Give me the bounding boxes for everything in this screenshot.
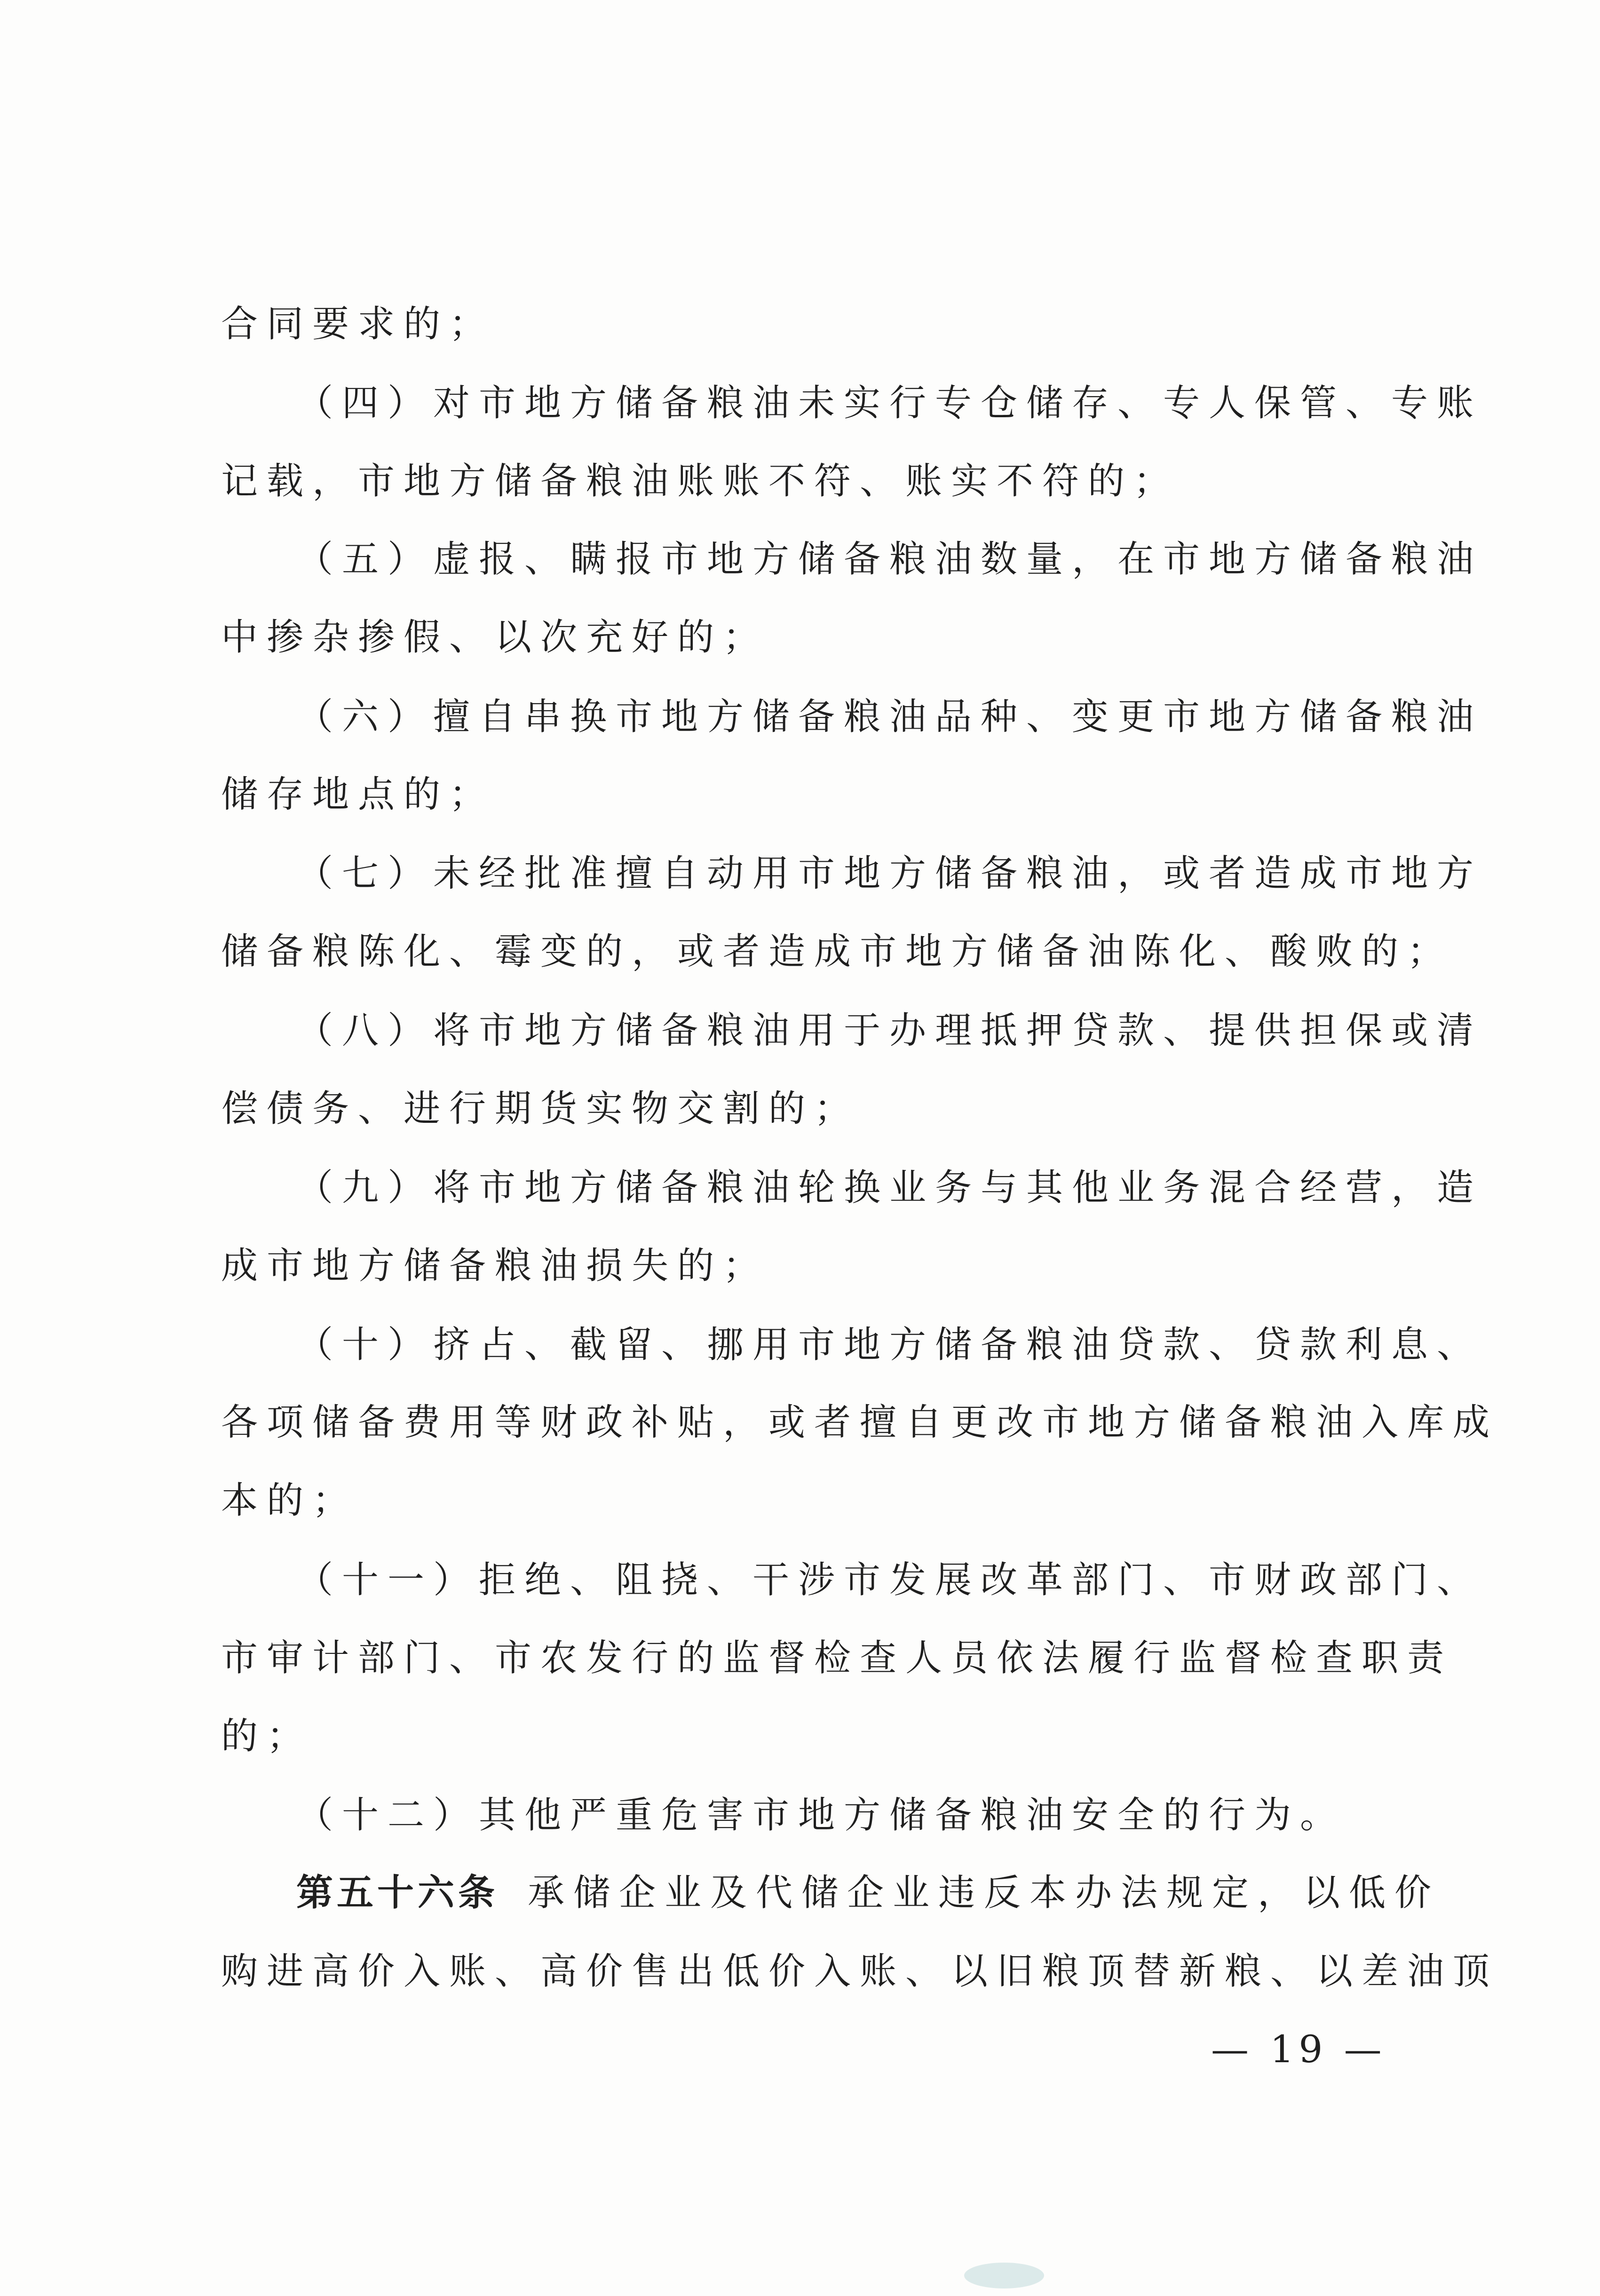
item-11-line-1: （十一）拒绝、阻挠、干涉市发展改革部门、市财政部门、	[296, 1559, 1483, 1601]
item-9-line-2: 成市地方储备粮油损失的；	[221, 1245, 769, 1287]
item-11-line-3: 的；	[221, 1715, 313, 1757]
item-8-line-2: 偿债务、进行期货实物交割的；	[221, 1088, 860, 1130]
item-7-line-1: （七）未经批准擅自动用市地方储备粮油，或者造成市地方	[296, 852, 1483, 895]
item-4-line-1: （四）对市地方储备粮油未实行专仓储存、专人保管、专账	[296, 382, 1483, 424]
item-6-line-1: （六）擅自串换市地方储备粮油品种、变更市地方储备粮油	[296, 696, 1483, 738]
item-11-line-2: 市审计部门、市农发行的监督检查人员依法履行监督检查职责	[221, 1637, 1453, 1679]
item-9-line-1: （九）将市地方储备粮油轮换业务与其他业务混合经营，造	[296, 1167, 1483, 1209]
article-label: 第五十六条	[296, 1872, 499, 1914]
article-text: 承储企业及代储企业违反本办法规定，以低价	[528, 1872, 1441, 1914]
item-6-line-2: 储存地点的；	[221, 773, 495, 816]
item-10-line-1: （十）挤占、截留、挪用市地方储备粮油贷款、贷款利息、	[296, 1324, 1483, 1366]
text-line-1: 合同要求的；	[221, 303, 495, 345]
page-number: — 19 —	[1211, 2027, 1386, 2071]
item-10-line-2: 各项储备费用等财政补贴，或者擅自更改市地方储备粮油入库成	[221, 1401, 1499, 1444]
item-4-line-2: 记载，市地方储备粮油账账不符、账实不符的；	[221, 460, 1180, 502]
item-10-line-3: 本的；	[221, 1479, 358, 1522]
item-8-line-1: （八）将市地方储备粮油用于办理抵押贷款、提供担保或清	[296, 1009, 1483, 1052]
scan-mark	[964, 2263, 1044, 2288]
item-5-line-1: （五）虚报、瞒报市地方储备粮油数量，在市地方储备粮油	[296, 538, 1483, 580]
article-56-line-1	[296, 1872, 1441, 1914]
item-12-line: （十二）其他严重危害市地方储备粮油安全的行为。	[296, 1794, 1346, 1836]
item-7-line-2: 储备粮陈化、霉变的，或者造成市地方储备油陈化、酸败的；	[221, 930, 1453, 973]
item-5-line-2: 中掺杂掺假、以次充好的；	[221, 616, 769, 659]
article-56-line-2: 购进高价入账、高价售出低价入账、以旧粮顶替新粮、以差油顶	[221, 1950, 1499, 1993]
